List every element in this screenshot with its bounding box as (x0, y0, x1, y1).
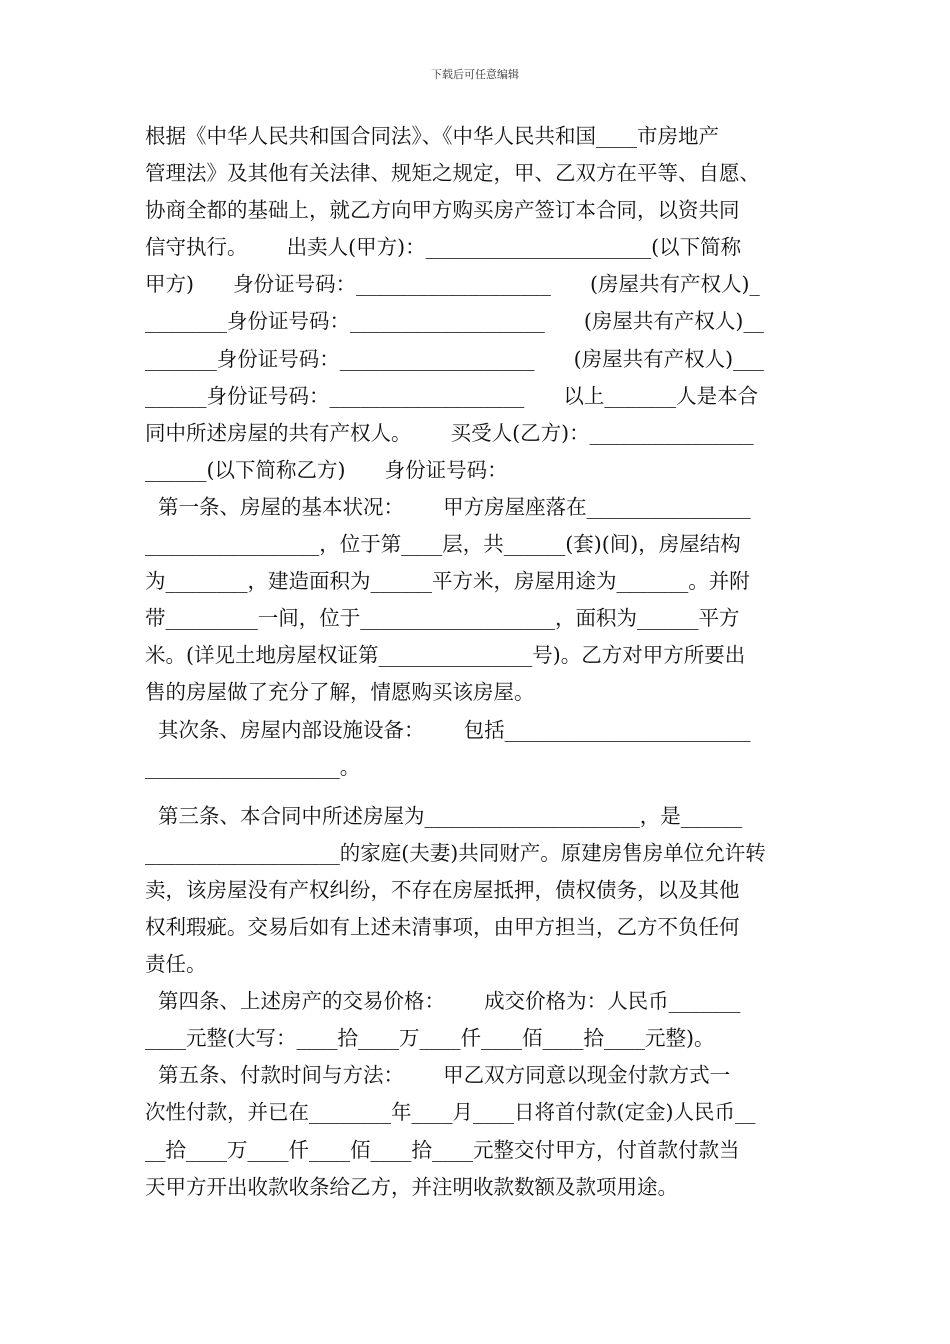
contract-body (145, 118, 810, 1206)
text-line: _______身份证号码：___________________ (房屋共有产权人)___ (145, 346, 764, 371)
text-line: 责任。 (145, 952, 207, 977)
article-2 (145, 712, 810, 786)
text-line: ___________________。 (145, 754, 361, 779)
text-line: 甲方) 身份证号码：___________________ (房屋共有产权人)_ (145, 272, 760, 297)
text-line: 次性付款，并已在________年____月____日将首付款(定金)人民币__ (145, 1100, 756, 1125)
text-line: 第四条、上述房产的交易价格： 成交价格为：人民币_______ (145, 989, 741, 1014)
text-line: __拾____万____仟____佰____拾____元整交付甲方，付首款付款当 (145, 1137, 740, 1162)
text-line: ___________________的家庭(夫妻)共同财产。原建房售房单位允许转 (145, 840, 766, 865)
text-line: 为________，建造面积为______平方米，房屋用途为_______。并附 (145, 569, 750, 594)
text-line: 权利瑕疵。交易后如有上述未清事项，由甲方担当，乙方不负任何 (145, 914, 740, 939)
preamble-paragraph (145, 118, 810, 489)
text-line: ____元整(大写：____拾____万____仟____佰____拾____元整)。 (145, 1026, 715, 1051)
text-line: 第五条、付款时间与方法： 甲乙双方同意以现金付款方式一 (145, 1063, 731, 1088)
paragraph-gap (145, 786, 810, 798)
text-line: ______身份证号码：___________________ 以上_______人是本合 (145, 383, 759, 408)
text-line: 管理法》及其他有关法律、规矩之规定，甲、乙双方在平等、自愿、 (145, 161, 760, 186)
text-line: 天甲方开出收款收条给乙方，并注明收款数额及款项用途。 (145, 1174, 678, 1199)
text-line: _________________，位于第____层，共______(套)(间)，房屋结构 (145, 532, 741, 557)
text-line: ________身份证号码：___________________ (房屋共有产权人)__ (145, 309, 764, 334)
text-line: ______(以下简称乙方) 身份证号码： (145, 457, 508, 482)
text-line: 协商全都的基础上，就乙方向甲方购买房产签订本合同，以资共同 (145, 198, 740, 223)
text-line: 同中所述房屋的共有产权人。 买受人(乙方)：________________ (145, 420, 754, 445)
text-line: 米。(详见土地房屋权证第_______________号)。乙方对甲方所要出 (145, 643, 746, 668)
text-line: 其次条、房屋内部设施设备： 包括________________________ (145, 717, 751, 742)
article-1 (145, 489, 810, 712)
text-line: 卖，该房屋没有产权纠纷，不存在房屋抵押，债权债务，以及其他 (145, 877, 740, 902)
text-line: 第三条、本合同中所述房屋为_____________________，是______ (145, 803, 743, 828)
article-3 (145, 798, 810, 983)
text-line: 售的房屋做了充分了解，情愿购买该房屋。 (145, 680, 535, 705)
article-5 (145, 1057, 810, 1205)
text-line: 根据《中华人民共和国合同法》、《中华人民共和国____市房地产 (145, 124, 719, 148)
article-4 (145, 983, 810, 1057)
text-line: 第一条、房屋的基本状况： 甲方房屋座落在________________ (145, 494, 751, 519)
page-header-note: 下载后可任意编辑 (431, 68, 519, 81)
text-line: 带_________一间，位于___________________，面积为______平方 (145, 606, 740, 631)
text-line: 信守执行。 出卖人(甲方)：______________________(以下简称 (145, 235, 742, 260)
